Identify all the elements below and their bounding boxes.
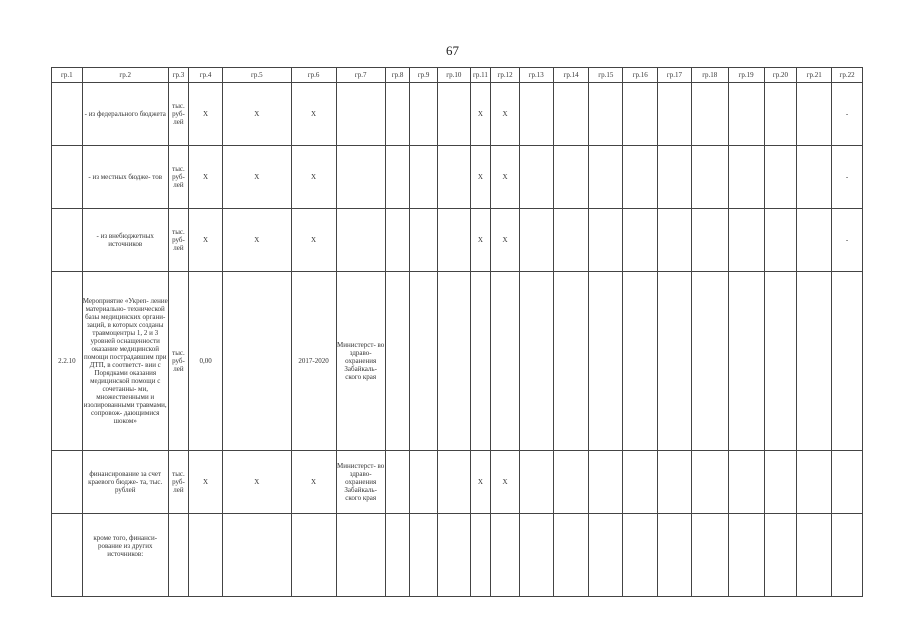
row-description-cell: финансирование за счет краевого бюдже- та, тыс. рублей <box>82 451 168 514</box>
table-cell <box>623 209 658 272</box>
header-cell: гр.13 <box>519 68 553 83</box>
table-cell <box>623 83 658 146</box>
table-cell <box>519 209 553 272</box>
table-cell <box>728 451 764 514</box>
table-cell: - <box>832 83 863 146</box>
table-cell <box>470 272 490 451</box>
table-cell <box>385 514 410 597</box>
header-cell: гр.9 <box>410 68 438 83</box>
unit-cell: тыс. руб- лей <box>168 209 188 272</box>
unit-cell: тыс. руб- лей <box>168 272 188 451</box>
header-cell: гр.7 <box>336 68 385 83</box>
table-cell <box>519 451 553 514</box>
table-cell <box>691 451 728 514</box>
unit-cell: тыс. руб- лей <box>168 83 188 146</box>
header-cell: гр.15 <box>589 68 623 83</box>
table-cell <box>764 451 797 514</box>
table-cell <box>797 272 832 451</box>
table-cell <box>832 514 863 597</box>
table-cell <box>553 272 589 451</box>
table-cell <box>728 272 764 451</box>
table-cell: X <box>291 146 336 209</box>
row-description-cell: - из федерального бюджета <box>82 83 168 146</box>
header-cell: гр.8 <box>385 68 410 83</box>
table-row <box>52 146 863 209</box>
table-cell <box>589 514 623 597</box>
table-cell <box>691 146 728 209</box>
table-cell <box>410 83 438 146</box>
table-cell <box>553 514 589 597</box>
table-cell: X <box>491 83 520 146</box>
table-cell <box>336 146 385 209</box>
row-code-cell <box>52 514 83 597</box>
table-cell <box>589 146 623 209</box>
table-cell: X <box>470 83 490 146</box>
header-cell: гр.2 <box>82 68 168 83</box>
table-cell <box>336 209 385 272</box>
page-number: 67 <box>446 43 459 58</box>
header-cell: гр.21 <box>797 68 832 83</box>
table-cell <box>764 514 797 597</box>
header-cell: гр.18 <box>691 68 728 83</box>
header-cell: гр.12 <box>491 68 520 83</box>
table-cell: X <box>291 451 336 514</box>
table-cell: X <box>470 451 490 514</box>
table-cell <box>519 272 553 451</box>
table-cell <box>797 83 832 146</box>
table-cell: 2017-2020 <box>291 272 336 451</box>
unit-cell: тыс. руб- лей <box>168 451 188 514</box>
table-cell <box>437 272 470 451</box>
table-cell <box>658 146 692 209</box>
table-cell <box>691 272 728 451</box>
table-cell <box>691 83 728 146</box>
table-cell <box>385 83 410 146</box>
table-cell <box>764 209 797 272</box>
table-cell <box>589 272 623 451</box>
table-cell <box>553 83 589 146</box>
header-cell: гр.10 <box>437 68 470 83</box>
table-cell <box>832 272 863 451</box>
row-code-cell <box>52 83 83 146</box>
table-cell <box>691 514 728 597</box>
table-cell <box>553 146 589 209</box>
table-cell <box>470 514 490 597</box>
row-code-cell <box>52 209 83 272</box>
table-cell <box>385 451 410 514</box>
table-cell <box>728 146 764 209</box>
table-cell <box>691 209 728 272</box>
header-cell: гр.3 <box>168 68 188 83</box>
header-cell: гр.4 <box>189 68 223 83</box>
table-cell: X <box>222 209 291 272</box>
table-cell <box>491 272 520 451</box>
table-row <box>52 272 863 451</box>
row-description-cell: Мероприятие «Укреп- ление материально- технической базы медицинских органи- заций, в которых созданы травмоцентры 1, 2 и 3 уровней оснащенности оказание медицинской помощи пострадавшим при ДТП, в соответст- вии с Порядками оказания медицинской помощи с сочетанны- ми, множественными и изолированными травмами, сопровож- дающимися шоком» <box>82 272 168 451</box>
header-cell: гр.16 <box>623 68 658 83</box>
table-cell <box>623 146 658 209</box>
table-cell <box>832 451 863 514</box>
budget-table <box>51 67 863 597</box>
table-row <box>52 209 863 272</box>
table-row <box>52 514 863 597</box>
unit-cell: тыс. руб- лей <box>168 146 188 209</box>
table-cell: Министерст- во здраво- охранения Забайкаль- ского края <box>336 451 385 514</box>
table-cell <box>410 514 438 597</box>
table-cell <box>291 514 336 597</box>
table-cell <box>553 451 589 514</box>
table-cell <box>410 146 438 209</box>
header-cell: гр.6 <box>291 68 336 83</box>
table-cell: 0,00 <box>189 272 223 451</box>
table-cell <box>728 209 764 272</box>
table-cell <box>519 514 553 597</box>
table-cell <box>437 146 470 209</box>
table-cell <box>658 272 692 451</box>
table-cell <box>437 83 470 146</box>
table-cell <box>797 146 832 209</box>
table-cell: X <box>222 451 291 514</box>
header-cell: гр.22 <box>832 68 863 83</box>
table-cell <box>385 146 410 209</box>
table-cell <box>410 272 438 451</box>
table-cell: X <box>222 146 291 209</box>
table-cell <box>437 451 470 514</box>
table-cell <box>797 209 832 272</box>
table-cell <box>589 451 623 514</box>
table-cell <box>728 514 764 597</box>
table-row <box>52 83 863 146</box>
table-cell <box>222 514 291 597</box>
table-cell <box>222 272 291 451</box>
table-cell: - <box>832 146 863 209</box>
table-cell <box>519 146 553 209</box>
table-cell <box>797 514 832 597</box>
table-cell: X <box>222 83 291 146</box>
table-cell <box>336 514 385 597</box>
table-cell <box>764 83 797 146</box>
table-cell <box>189 514 223 597</box>
row-code-cell <box>52 146 83 209</box>
table-cell: X <box>189 209 223 272</box>
table-cell <box>385 209 410 272</box>
header-row <box>52 68 863 83</box>
table-cell <box>764 146 797 209</box>
table-cell: Министерст- во здраво- охранения Забайкаль- ского края <box>336 272 385 451</box>
table-cell: X <box>291 83 336 146</box>
table-cell <box>764 272 797 451</box>
table-cell: X <box>189 83 223 146</box>
table-cell: X <box>189 146 223 209</box>
table-cell: X <box>291 209 336 272</box>
table-cell <box>336 83 385 146</box>
table-cell <box>589 209 623 272</box>
table-cell <box>410 209 438 272</box>
table-cell: X <box>491 209 520 272</box>
header-cell: гр.19 <box>728 68 764 83</box>
row-description-cell: кроме того, финанси- рование из других источников: <box>82 514 168 597</box>
table-cell: X <box>470 209 490 272</box>
table-cell <box>410 451 438 514</box>
table-cell <box>437 514 470 597</box>
table-row <box>52 451 863 514</box>
table-cell: X <box>491 451 520 514</box>
table-cell <box>623 272 658 451</box>
table-cell <box>491 514 520 597</box>
table-cell <box>589 83 623 146</box>
table-cell: X <box>470 146 490 209</box>
table-cell: X <box>189 451 223 514</box>
table-cell <box>658 514 692 597</box>
table-cell <box>658 451 692 514</box>
unit-cell <box>168 514 188 597</box>
row-code-cell: 2.2.10 <box>52 272 83 451</box>
header-cell: гр.14 <box>553 68 589 83</box>
table-cell <box>553 209 589 272</box>
row-description-cell: - из внебюджетных источников <box>82 209 168 272</box>
table-cell <box>519 83 553 146</box>
table-cell <box>658 209 692 272</box>
table-cell <box>728 83 764 146</box>
table-cell <box>437 209 470 272</box>
header-cell: гр.11 <box>470 68 490 83</box>
header-cell: гр.5 <box>222 68 291 83</box>
table-cell <box>797 451 832 514</box>
header-cell: гр.17 <box>658 68 692 83</box>
table-cell: - <box>832 209 863 272</box>
table-cell <box>658 83 692 146</box>
table-cell: X <box>491 146 520 209</box>
table-cell <box>385 272 410 451</box>
table-cell <box>623 451 658 514</box>
header-cell: гр.20 <box>764 68 797 83</box>
row-description-cell: - из местных бюдже- тов <box>82 146 168 209</box>
table-cell <box>623 514 658 597</box>
header-cell: гр.1 <box>52 68 83 83</box>
row-code-cell <box>52 451 83 514</box>
